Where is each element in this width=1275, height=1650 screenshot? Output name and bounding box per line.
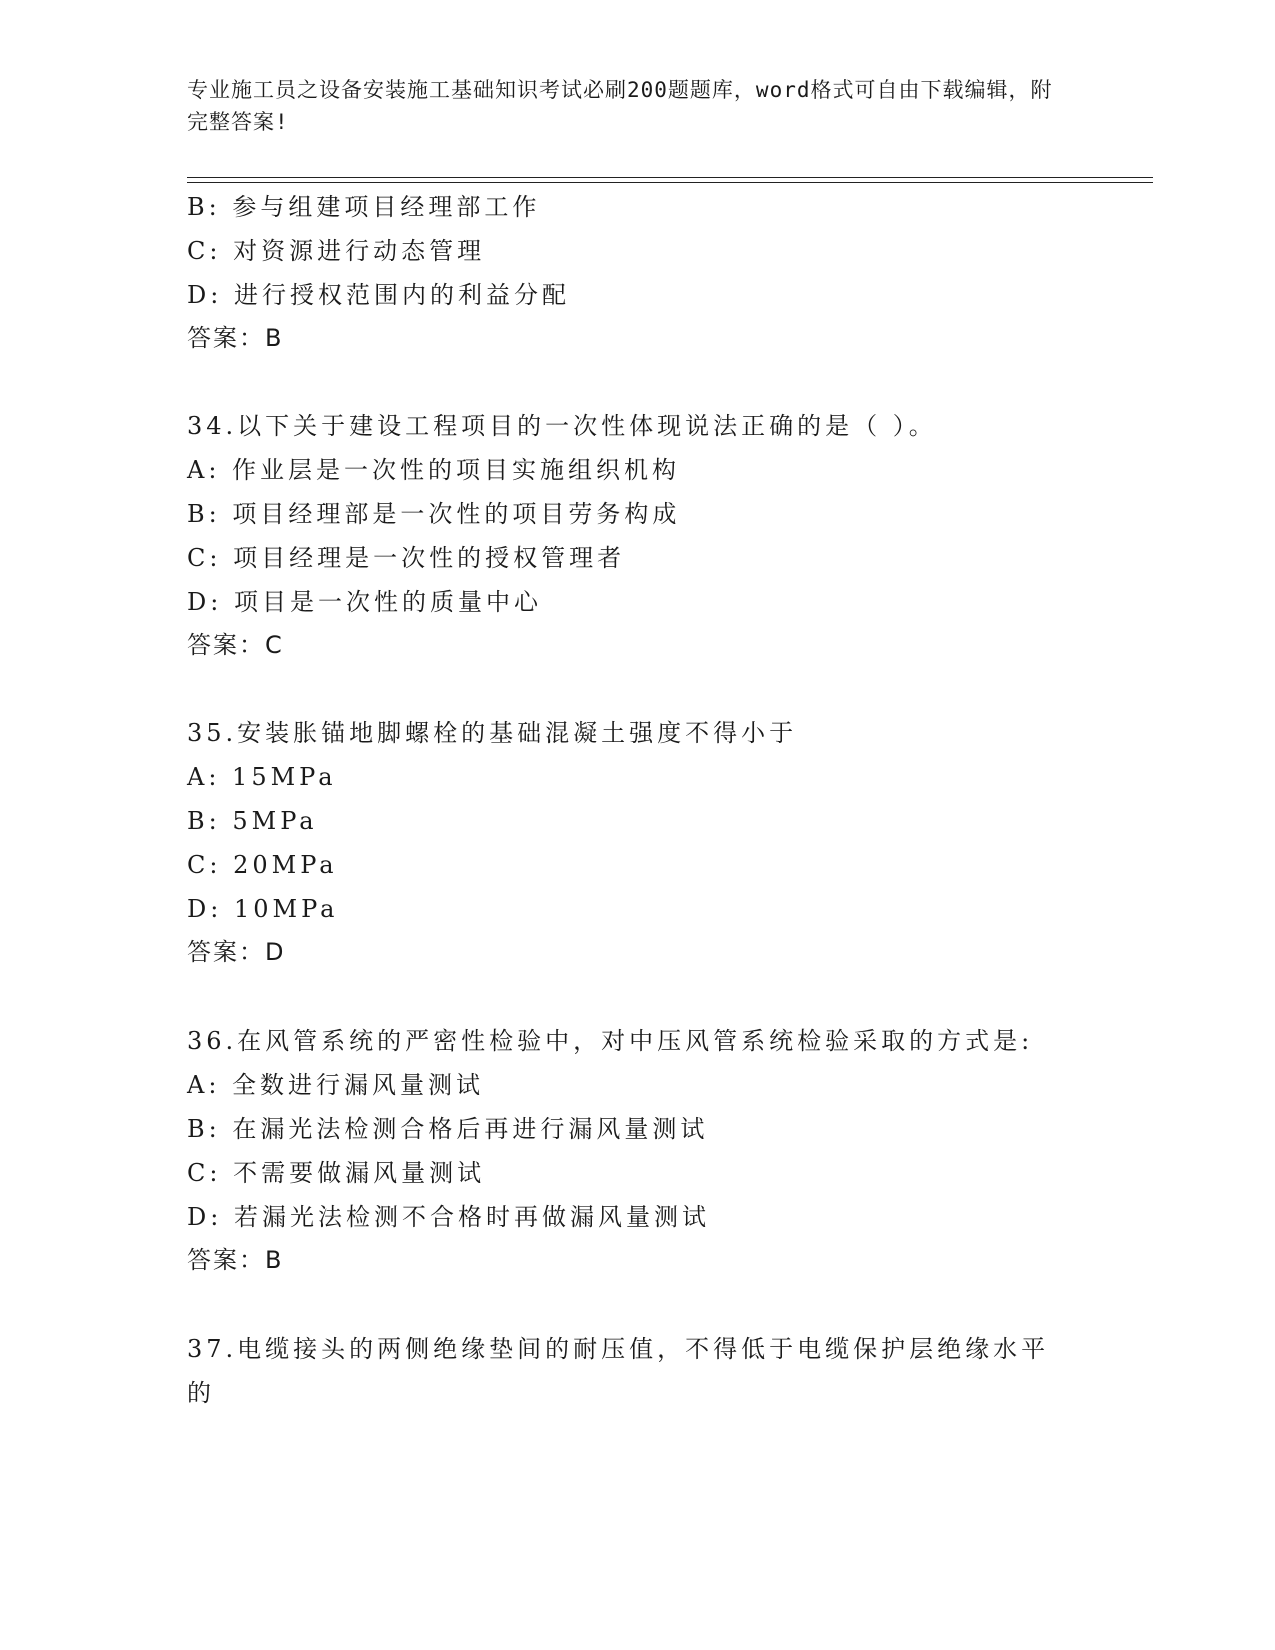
q37-stem-continued: 的 — [187, 1379, 215, 1407]
q34-option-c: C: 项目经理是一次性的授权管理者 — [187, 544, 626, 572]
q35-stem: 35.安装胀锚地脚螺栓的基础混凝土强度不得小于 — [187, 719, 798, 747]
header-divider-top — [187, 177, 1153, 178]
q33-option-b: B: 参与组建项目经理部工作 — [187, 193, 541, 221]
q36-option-c: C: 不需要做漏风量测试 — [187, 1159, 486, 1187]
q36-option-a: A: 全数进行漏风量测试 — [187, 1071, 485, 1099]
q34-answer: 答案：C — [187, 631, 284, 659]
q35-option-c: C: 20MPa — [187, 851, 338, 879]
header-divider-bottom — [187, 182, 1153, 183]
q35-option-b: B: 5MPa — [187, 807, 318, 835]
q33-option-d: D: 进行授权范围内的利益分配 — [187, 281, 570, 309]
q36-option-b: B: 在漏光法检测合格后再进行漏风量测试 — [187, 1115, 709, 1143]
q36-stem: 36.在风管系统的严密性检验中，对中压风管系统检验采取的方式是: — [187, 1027, 1034, 1055]
q35-option-d: D: 10MPa — [187, 895, 339, 923]
q33-option-c: C: 对资源进行动态管理 — [187, 237, 486, 265]
q34-option-d: D: 项目是一次性的质量中心 — [187, 588, 542, 616]
q33-answer: 答案：B — [187, 324, 284, 352]
q34-option-a: A: 作业层是一次性的项目实施组织机构 — [187, 456, 681, 484]
q37-stem: 37.电缆接头的两侧绝缘垫间的耐压值，不得低于电缆保护层绝缘水平 — [187, 1335, 1050, 1363]
q34-option-b: B: 项目经理部是一次性的项目劳务构成 — [187, 500, 681, 528]
q36-answer: 答案：B — [187, 1246, 284, 1274]
q34-stem: 34.以下关于建设工程项目的一次性体现说法正确的是（ ）。 — [187, 412, 937, 440]
q35-option-a: A: 15MPa — [187, 763, 337, 791]
document-header: 专业施工员之设备安装施工基础知识考试必刷200题题库，word格式可自由下载编辑，附完整答案! — [187, 78, 1053, 134]
q35-answer: 答案：D — [187, 938, 286, 966]
q36-option-d: D: 若漏光法检测不合格时再做漏风量测试 — [187, 1203, 710, 1231]
